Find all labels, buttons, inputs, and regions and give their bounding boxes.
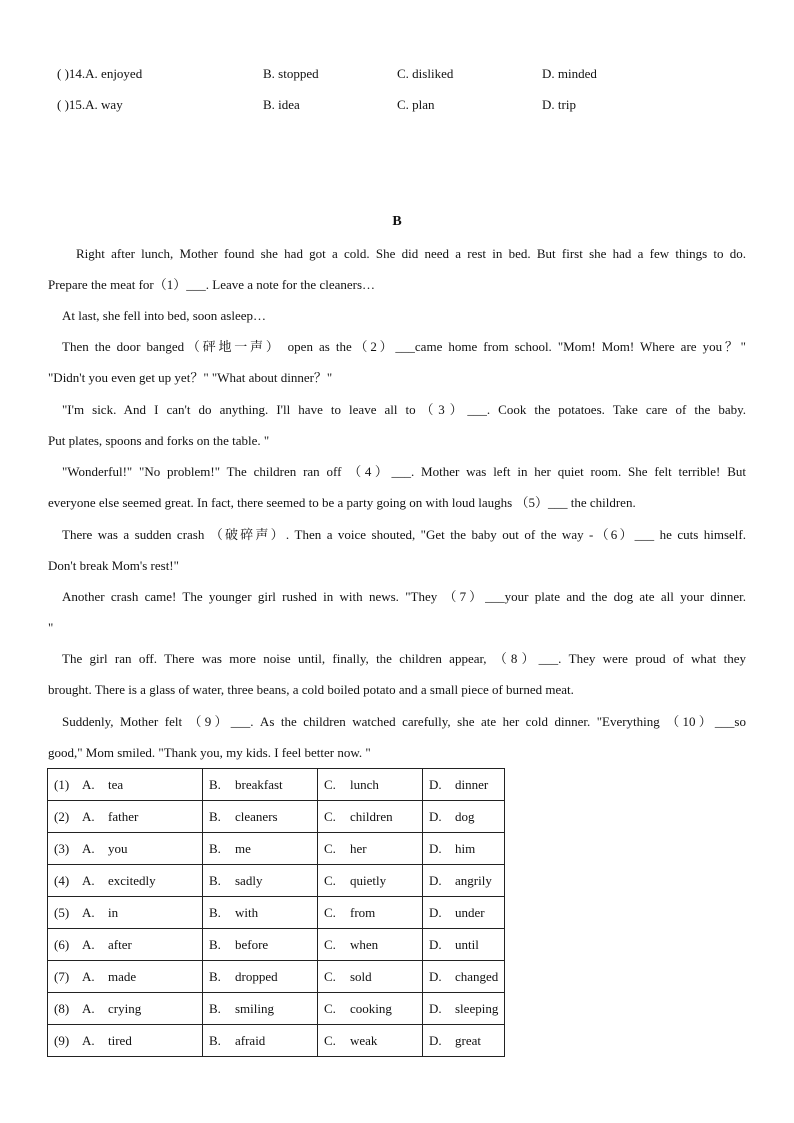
option-text: cleaners — [235, 808, 278, 824]
option-letter: D. — [429, 1000, 442, 1016]
option-letter: D. — [429, 808, 442, 824]
option-d-cell — [423, 801, 505, 833]
option-a-cell — [48, 1025, 203, 1057]
options-row — [48, 993, 505, 1025]
option-text: before — [235, 936, 269, 952]
passage-line: brought. There is a glass of water, three beans, a cold boiled potato and a small piece of burned meat. — [48, 682, 574, 697]
option-text: tea — [108, 776, 124, 792]
option-letter: D. — [429, 1032, 442, 1048]
option-letter: B. — [209, 968, 221, 984]
question-number: (8) — [54, 1000, 70, 1016]
option-letter: D. — [429, 840, 442, 856]
option-letter: B. — [209, 1000, 221, 1016]
passage-line: "I'm sick. And I can't do anything. I'll have to leave all to（3）___. Cook the potatoes. Take care of the baby. — [62, 402, 746, 417]
option-letter: C. — [324, 936, 336, 952]
option-letter: C. — [324, 840, 336, 856]
option-letter: C. — [324, 1000, 336, 1016]
question-number: (4) — [54, 872, 70, 888]
option-b-cell — [203, 993, 318, 1025]
options-row — [48, 833, 505, 865]
option-c-cell — [318, 961, 423, 993]
option-d-cell — [423, 865, 505, 897]
passage-line: Put plates, spoons and forks on the table. " — [48, 433, 270, 448]
passage-line: There was a sudden crash （破碎声）. Then a voice shouted, "Get the baby out of the way -（6）___ he cuts himself. — [62, 527, 746, 542]
option-letter: B. — [209, 776, 221, 792]
question-14-option-b: B. stopped — [263, 66, 319, 81]
option-a-cell — [48, 769, 203, 801]
option-letter: A. — [82, 968, 95, 984]
option-a-cell — [48, 993, 203, 1025]
option-text: changed — [455, 968, 499, 984]
option-letter: B. — [209, 936, 221, 952]
option-a-cell — [48, 801, 203, 833]
options-row — [48, 897, 505, 929]
question-number: (1) — [54, 776, 70, 792]
option-text: quietly — [350, 872, 387, 888]
option-d-cell — [423, 1025, 505, 1057]
option-letter: D. — [429, 872, 442, 888]
option-a-cell — [48, 961, 203, 993]
option-text: children — [350, 808, 393, 824]
option-c-cell — [318, 801, 423, 833]
option-b-cell — [203, 801, 318, 833]
option-c-cell — [318, 929, 423, 961]
passage-line: "Wonderful!" "No problem!" The children ran off （4）___. Mother was left in her quiet room. She felt terrible! But — [62, 464, 746, 479]
passage-line: " — [48, 620, 54, 635]
option-d-cell — [423, 897, 505, 929]
option-text: breakfast — [235, 776, 283, 792]
option-letter: A. — [82, 1000, 95, 1016]
option-c-cell — [318, 833, 423, 865]
option-text: excitedly — [108, 872, 156, 888]
passage-line: Suddenly, Mother felt （9）___. As the children watched carefully, she ate her cold dinner. "Everything （10）___so — [62, 714, 746, 729]
option-letter: A. — [82, 872, 95, 888]
option-a-cell — [48, 833, 203, 865]
options-row — [48, 769, 505, 801]
option-text: afraid — [235, 1032, 266, 1048]
passage-line: Right after lunch, Mother found she had got a cold. She did need a rest in bed. But first she had a few things to do. — [76, 246, 746, 261]
option-text: in — [108, 904, 119, 920]
options-row — [48, 929, 505, 961]
passage-line: Another crash came! The younger girl rushed in with news. "They （7）___your plate and the dog ate all your dinner. — [62, 589, 746, 604]
passage-line: Don't break Mom's rest!" — [48, 558, 179, 573]
option-text: tired — [108, 1032, 132, 1048]
options-table — [47, 768, 505, 1057]
option-c-cell — [318, 1025, 423, 1057]
option-text: cooking — [350, 1000, 392, 1016]
option-letter: A. — [82, 936, 95, 952]
option-b-cell — [203, 897, 318, 929]
option-text: dinner — [455, 776, 489, 792]
question-number: (9) — [54, 1032, 70, 1048]
option-text: dog — [455, 808, 475, 824]
option-letter: B. — [209, 1032, 221, 1048]
option-text: after — [108, 936, 132, 952]
question-number: (2) — [54, 808, 70, 824]
option-letter: C. — [324, 1032, 336, 1048]
option-letter: C. — [324, 968, 336, 984]
options-row — [48, 1025, 505, 1057]
option-letter: C. — [324, 808, 336, 824]
option-b-cell — [203, 929, 318, 961]
option-letter: B. — [209, 872, 221, 888]
option-text: made — [108, 968, 137, 984]
option-d-cell — [423, 833, 505, 865]
option-letter: C. — [324, 776, 336, 792]
option-letter: C. — [324, 904, 336, 920]
option-letter: A. — [82, 840, 95, 856]
question-number: (3) — [54, 840, 70, 856]
option-text: angrily — [455, 872, 492, 888]
question-14-option-d: D. minded — [542, 66, 597, 81]
option-letter: D. — [429, 904, 442, 920]
option-letter: D. — [429, 936, 442, 952]
option-text: lunch — [350, 776, 379, 792]
question-14-option-c: C. disliked — [397, 66, 454, 81]
option-b-cell — [203, 769, 318, 801]
option-d-cell — [423, 769, 505, 801]
option-letter: D. — [429, 968, 442, 984]
option-letter: B. — [209, 808, 221, 824]
passage-line: Prepare the meat for（1）___. Leave a note for the cleaners… — [48, 277, 376, 292]
passage-line: everyone else seemed great. In fact, there seemed to be a party going on with loud laughs （5）___ the children. — [48, 495, 636, 510]
option-text: great — [455, 1032, 481, 1048]
option-text: sadly — [235, 872, 263, 888]
option-b-cell — [203, 1025, 318, 1057]
option-b-cell — [203, 865, 318, 897]
option-c-cell — [318, 865, 423, 897]
passage-line: "Didn't you even get up yet？" "What about dinner？" — [48, 370, 333, 385]
option-text: under — [455, 904, 485, 920]
option-letter: C. — [324, 872, 336, 888]
options-row — [48, 961, 505, 993]
option-letter: A. — [82, 904, 95, 920]
option-text: with — [235, 904, 259, 920]
option-text: you — [108, 840, 128, 856]
option-b-cell — [203, 961, 318, 993]
passage-line: good," Mom smiled. "Thank you, my kids. I feel better now. " — [48, 745, 371, 760]
option-a-cell — [48, 897, 203, 929]
option-text: father — [108, 808, 139, 824]
option-text: weak — [350, 1032, 378, 1048]
question-15-prefix-and-a: ( )15.A. way — [57, 97, 123, 112]
passage-line: At last, she fell into bed, soon asleep… — [62, 308, 266, 323]
option-letter: A. — [82, 776, 95, 792]
question-15-option-d: D. trip — [542, 97, 576, 112]
question-15-option-c: C. plan — [397, 97, 435, 112]
question-number: (6) — [54, 936, 70, 952]
question-14-prefix-and-a: ( )14.A. enjoyed — [57, 66, 143, 81]
question-number: (5) — [54, 904, 70, 920]
option-d-cell — [423, 961, 505, 993]
option-letter: D. — [429, 776, 442, 792]
option-c-cell — [318, 993, 423, 1025]
option-text: when — [350, 936, 379, 952]
options-row — [48, 801, 505, 833]
section-title: B — [392, 214, 402, 229]
option-text: sold — [350, 968, 372, 984]
options-row — [48, 865, 505, 897]
option-d-cell — [423, 929, 505, 961]
question-number: (7) — [54, 968, 70, 984]
option-text: her — [350, 840, 367, 856]
option-text: me — [235, 840, 251, 856]
option-text: dropped — [235, 968, 278, 984]
option-text: crying — [108, 1000, 142, 1016]
option-c-cell — [318, 897, 423, 929]
passage-line: Then the door banged（砰地一声） open as the（2）___came home from school. "Mom! Mom! Where are you？" — [62, 339, 746, 354]
option-letter: B. — [209, 840, 221, 856]
question-15-option-b: B. idea — [263, 97, 300, 112]
option-text: him — [455, 840, 476, 856]
option-text: from — [350, 904, 376, 920]
option-text: smiling — [235, 1000, 275, 1016]
passage-line: The girl ran off. There was more noise until, finally, the children appear, （8）___. They were proud of what they — [62, 651, 746, 666]
option-letter: A. — [82, 1032, 95, 1048]
option-b-cell — [203, 833, 318, 865]
option-d-cell — [423, 993, 505, 1025]
option-a-cell — [48, 929, 203, 961]
option-text: sleeping — [455, 1000, 499, 1016]
option-text: until — [455, 936, 479, 952]
option-letter: A. — [82, 808, 95, 824]
option-letter: B. — [209, 904, 221, 920]
option-a-cell — [48, 865, 203, 897]
option-c-cell — [318, 769, 423, 801]
